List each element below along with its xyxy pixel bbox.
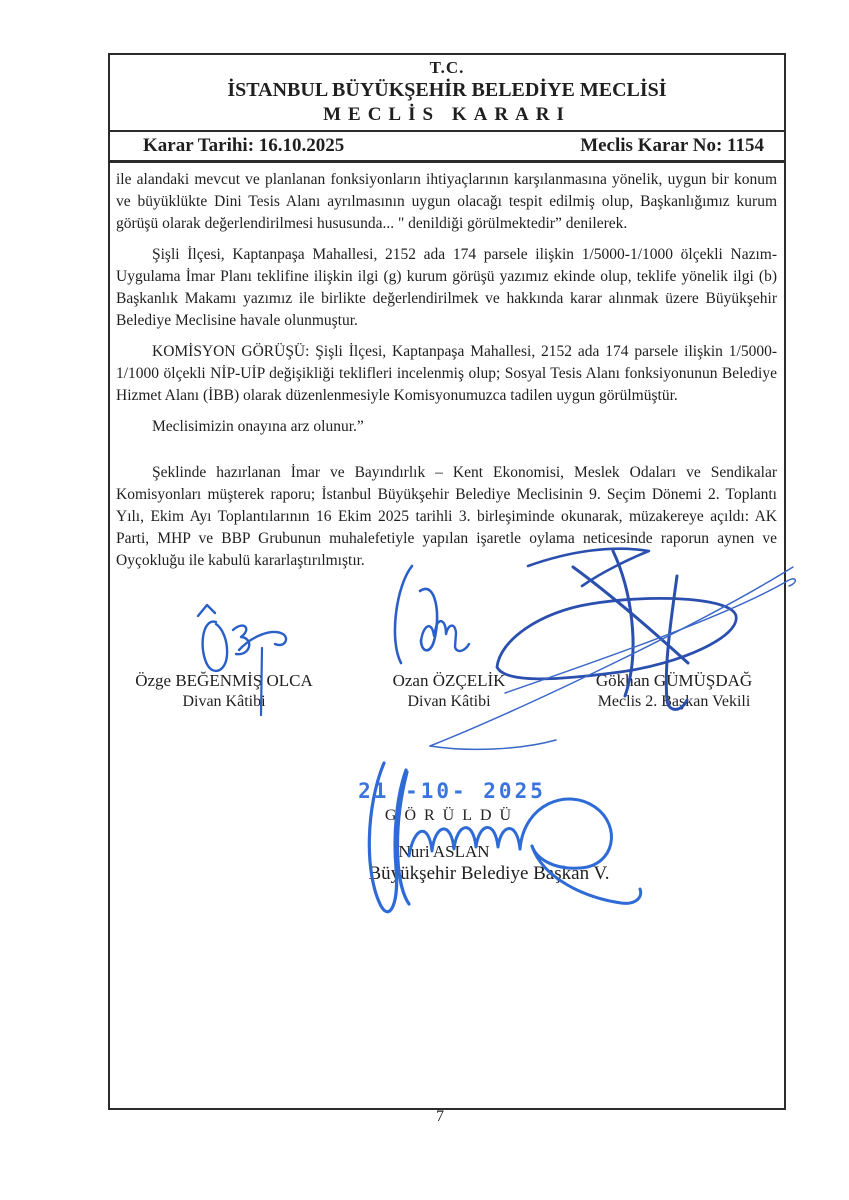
institution-title: İSTANBUL BÜYÜKŞEHİR BELEDİYE MECLİSİ <box>227 79 667 101</box>
stamp-seen-text: GÖRÜLDÜ <box>384 807 520 824</box>
page-number: 7 <box>436 1108 444 1125</box>
mayor-title: Büyükşehir Belediye Başkan V. <box>368 863 610 884</box>
paragraph-commission-opinion: KOMİSYON GÖRÜŞÜ: Şişli İlçesi, Kaptanpaşa Mahallesi, 2152 ada 174 parsele ilişkin 1/5000-1/1000 ölçekli NİP-UİP değişikliği teklifleri incelenmiş olup; Sosyal Tesis Alanı fonksiyonunun Belediye Hizmet Alanı (İBB) olarak düzenlenmesiyle Komisyonumuzca tadilen uygun görülmüştür. <box>116 343 777 404</box>
decision-number-value: 1154 <box>727 135 764 156</box>
decision-date-value: 16.10.2025 <box>258 135 345 156</box>
document-type-title: MECLİS KARARI <box>323 104 571 125</box>
paragraph-submission: Meclisimizin onayına arz olunur.” <box>152 418 364 435</box>
decision-date <box>143 135 344 157</box>
decision-meta-row <box>110 132 784 160</box>
signature-row <box>110 671 784 781</box>
decision-number <box>580 135 764 157</box>
signatory-title: Divan Kâtibi <box>407 693 491 710</box>
paragraph-resolution: Şeklinde hazırlanan İmar ve Bayındırlık – Kent Ekonomisi, Meslek Odaları ve Sendikalar Komisyonları müşterek raporu; İstanbul Büyükşehir Belediye Meclisinin 9. Seçim Dönemi 2. Toplantı Yılı, Ekim Ayı Toplantılarının 16 Ekim 2025 tarihli 3. birleşiminde okunarak, müzakereye açıldı: AK Parti, MHP ve BBP Grubunun muhalefetiyle yapılan işaretle oylama neticesinde raporun aynen ve Oyçokluğu ile kabulü kararlaştırılmıştır. <box>116 464 777 569</box>
signatory-vice-chairman <box>554 671 794 711</box>
decision-number-label: Meclis Karar No: <box>580 135 723 156</box>
decision-date-label: Karar Tarihi: <box>143 135 255 156</box>
paragraph-continuation: ile alandaki mevcut ve planlanan fonksiyonların ihtiyaçlarının karşılanmasına yönelik, uygun bir konum ve büyüklükte Dini Tesis Alanı ayrılmasının uygun olacağı tespit edilmiş olup, Başkanlığımız kurum görüşü olarak değerlendirilmesi hususunda... " denildiği görülmektedir” denilerek. <box>116 171 777 232</box>
signatory-name: Özge BEĞENMİŞ OLCA <box>135 671 313 690</box>
approval-stamp-block <box>344 779 644 885</box>
decision-body <box>110 163 784 572</box>
signatory-title: Meclis 2. Başkan Vekili <box>597 693 751 710</box>
signatory-divan-katibi-2 <box>329 671 569 711</box>
paragraph-referral: Şişli İlçesi, Kaptanpaşa Mahallesi, 2152 ada 174 parsele ilişkin 1/5000-1/1000 ölçekli Nazım-Uygulama İmar Planı teklifine ilişkin ilgi (g) kurum görüşü yazımız ekinde olup, teklife yönelik ilgi (b) Başkanlık Makamı yazımız ile birlikte değerlendirilmek ve hakkında karar alınmak üzere Büyükşehir Belediye Meclisine havale olunmuştur. <box>116 246 777 329</box>
republic-abbr: T.C. <box>429 58 465 77</box>
stamp-date: 21 -10- 2025 <box>358 779 546 803</box>
signatory-name: Ozan ÖZÇELİK <box>392 671 506 690</box>
signatory-name: Gökhan GÜMÜŞDAĞ <box>595 671 753 690</box>
signatory-title: Divan Kâtibi <box>182 693 266 710</box>
signatory-divan-katibi-1 <box>104 671 344 711</box>
mayor-name: Nuri ASLAN <box>398 842 490 861</box>
decision-document <box>108 53 786 1110</box>
